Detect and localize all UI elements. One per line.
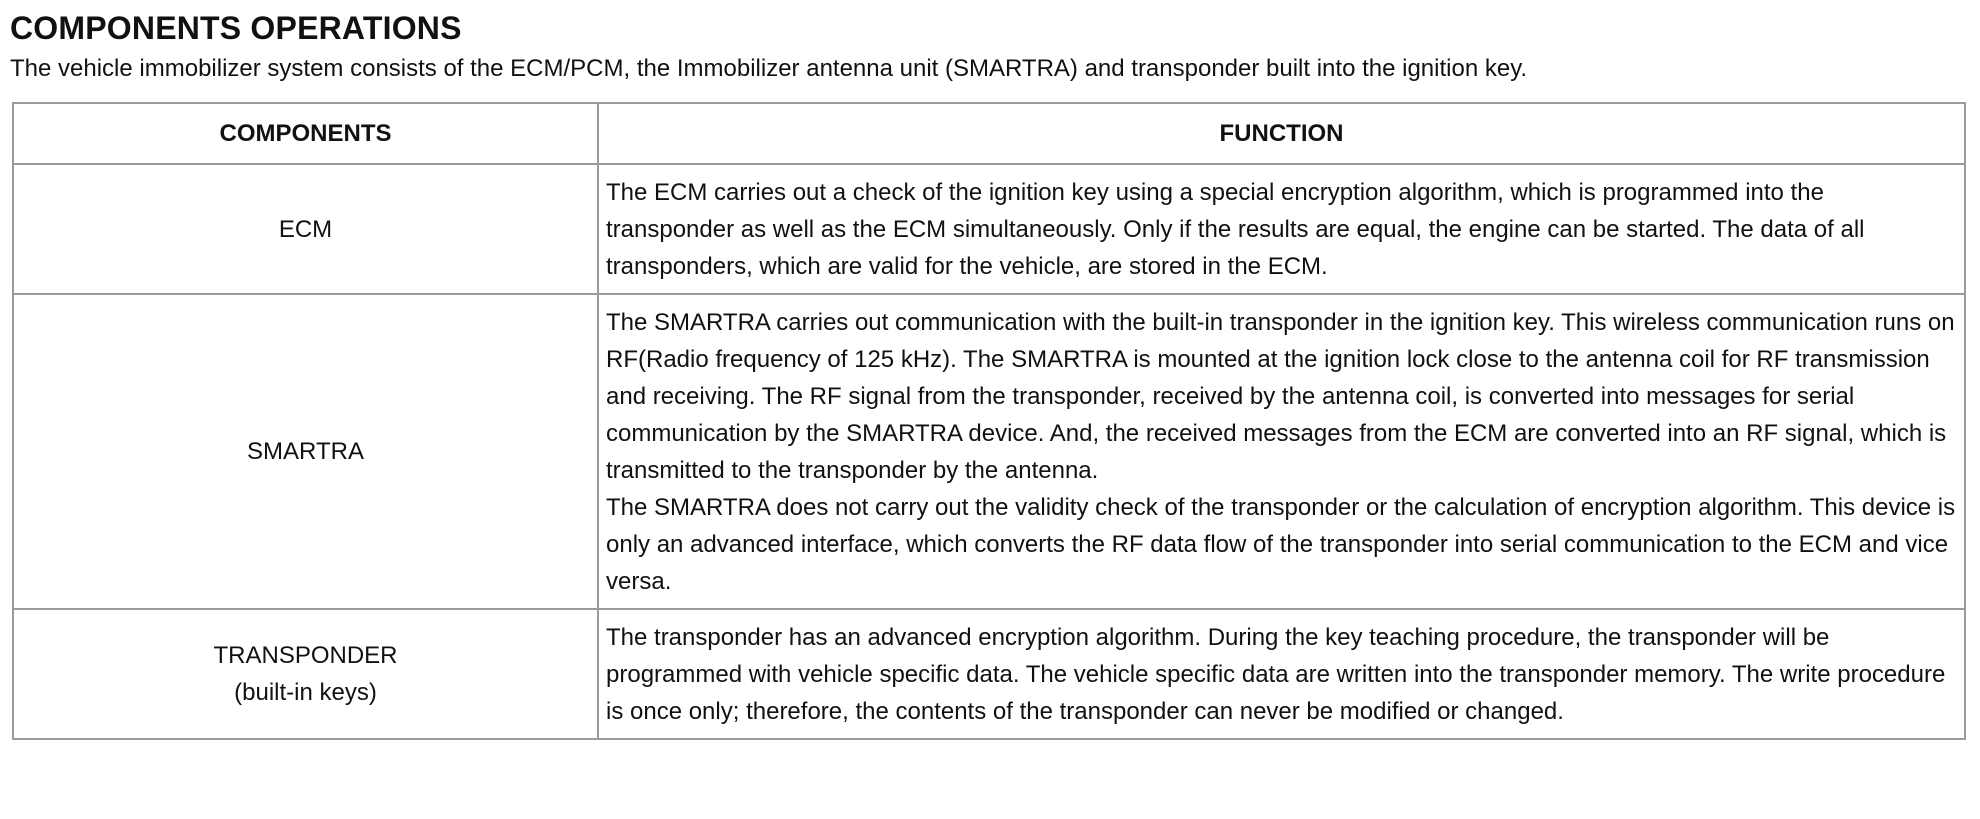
function-text: The SMARTRA does not carry out the validity check of the transponder or the calculation of encryption algorithm. This device is only an advanced interface, which converts the RF data flow of the transponder into serial communication to the ECM and vice versa. (606, 494, 1956, 595)
component-subtitle: (built-in keys) (234, 679, 377, 706)
intro-paragraph: The vehicle immobilizer system consists of the ECM/PCM, the Immobilizer antenna unit (SMARTRA) and transponder built into the ignition key. (10, 55, 1528, 82)
component-cell-smartra (13, 294, 598, 609)
component-cell-ecm (13, 164, 598, 294)
function-cell-transponder (598, 609, 1965, 739)
column-header-components: COMPONENTS (13, 103, 598, 164)
component-cell-transponder (13, 609, 598, 739)
function-text: The transponder has an advanced encryption algorithm. During the key teaching procedure, the transponder will be programmed with vehicle specific data. The vehicle specific data are written into the transponder memory. The write procedure is once only; therefore, the contents of the transponder can never be modified or changed. (606, 624, 1946, 725)
function-text: The SMARTRA carries out communication with the built-in transponder in the ignition key. This wireless communication runs on RF(Radio frequency of 125 kHz). The SMARTRA is mounted at the ignition lock close to the antenna coil for RF transmission and receiving. The RF signal from the transponder, received by the antenna coil, is converted into messages for serial communication by the SMARTRA device. And, the received messages from the ECM are converted into an RF signal, which is transmitted to the transponder by the antenna. (606, 309, 1955, 484)
component-name: ECM (278, 215, 333, 243)
table-row-smartra (13, 294, 1965, 609)
components-table (12, 102, 1966, 740)
function-text: The ECM carries out a check of the ignition key using a special encryption algorithm, which is programmed into the transponder as well as the ECM simultaneously. Only if the results are equal, the engine can be started. The data of all transponders, which are valid for the vehicle, are stored in the ECM. (606, 179, 1865, 280)
table-row-ecm (13, 164, 1965, 294)
function-cell-ecm (598, 164, 1965, 294)
table-row-transponder (13, 609, 1965, 739)
column-header-function: FUNCTION (598, 103, 1965, 164)
function-cell-smartra (598, 294, 1965, 609)
table-header-row (13, 103, 1965, 164)
page-title: COMPONENTS OPERATIONS (10, 10, 462, 46)
component-name: SMARTRA (247, 438, 364, 465)
component-name: TRANSPONDER (213, 642, 398, 669)
